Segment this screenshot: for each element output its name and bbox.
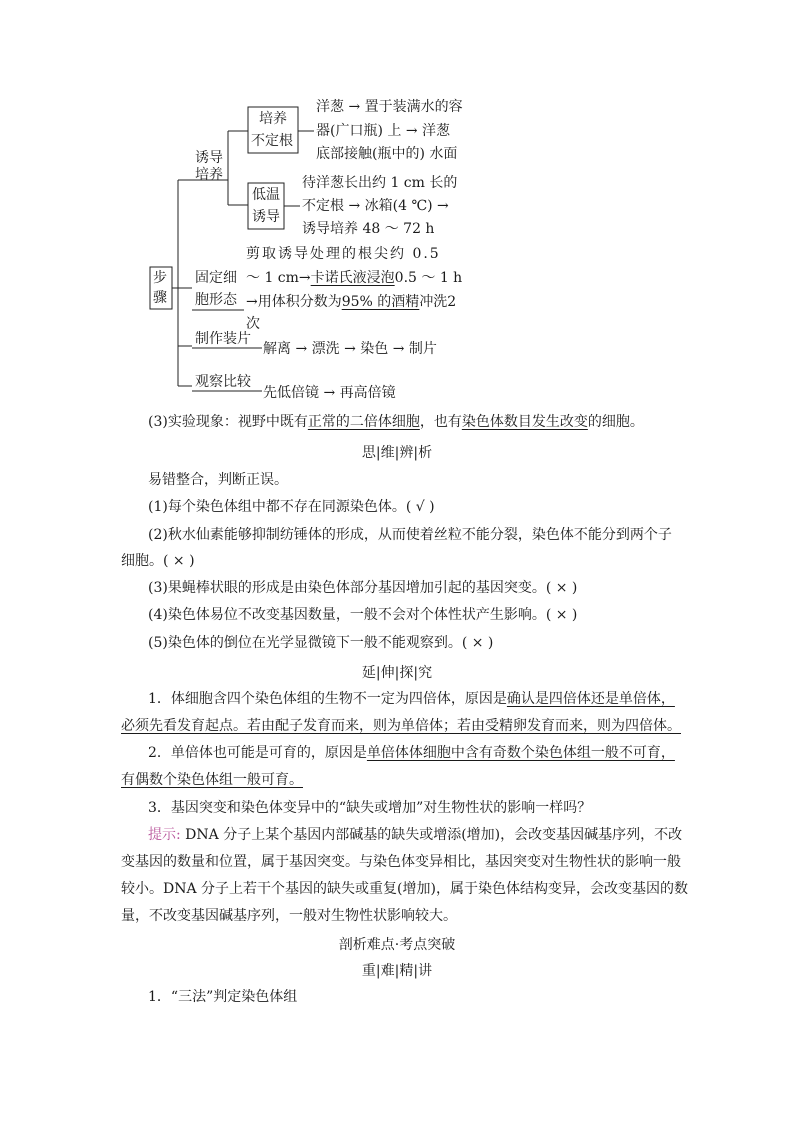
branch-fix-label-1: 固定细: [195, 270, 237, 286]
question-3: 3．基因突变和染色体变异中的“缺失或增加”对生物性状的影响一样吗？: [148, 800, 592, 816]
branch-fix-text-1: 剪取诱导处理的根尖约 0.5: [246, 246, 441, 262]
hint-line-1: [148, 826, 682, 844]
judge-item-4: (4)染色体易位不改变基因数量，一般不会对个体性状产生影响。( × ): [148, 607, 578, 623]
sub-root-text-3: 底部接触(瓶中的) 水面: [316, 146, 458, 162]
phen-e: 的细胞。: [587, 414, 644, 430]
section-title-thinking: 思|维|辨|析: [361, 445, 433, 461]
q2-a: 2．单倍体也可能是可育的，原因是: [148, 745, 367, 761]
hint-line-3: 较小。DNA 分子上若干个基因的缺失或重复(增加)，属于染色体结构变异，会改变基因的数: [121, 881, 688, 897]
sub-root-label-2: 不定根: [251, 133, 293, 149]
judge-intro: 易错整合，判断正误。: [148, 472, 288, 488]
sub-cold-text-3: 诱导培养 48 ～ 72 h: [302, 221, 435, 237]
branch-fix-label-2: 胞形态: [195, 292, 237, 308]
q2-b: 单倍体体细胞中含有奇数个染色体组一般不可育，: [366, 745, 675, 761]
phen-b: 正常的二倍体细胞: [307, 414, 420, 430]
branch-fix-text-3: [246, 294, 456, 310]
sub-cold-text-2: 不定根 → 冰箱(4 ℃) →: [302, 198, 449, 214]
hint-text-1: DNA 分子上某个基因内部碱基的缺失或增添(增加)，会改变基因碱基序列，不改: [180, 827, 683, 843]
branch-induce-label-2: 培养: [195, 167, 223, 183]
branch-slide-text: 解离 → 漂洗 → 染色 → 制片: [263, 341, 437, 357]
phen-c: ，也有: [419, 414, 462, 430]
question-2-line-2: 有偶数个染色体组一般可育。: [121, 772, 303, 788]
section-title-key: 重|难|精|讲: [361, 963, 433, 979]
sub-cold-label-1: 低温: [252, 187, 280, 203]
phenomenon-line: [148, 413, 644, 431]
sub-root-label-1: 培养: [259, 111, 287, 127]
q1-a: 1．体细胞含四个染色体组的生物不一定为四倍体，原因是: [148, 691, 507, 707]
root-label-1: 步: [153, 270, 167, 286]
root-label-2: 骤: [153, 290, 167, 306]
fix-text-3c: 冲洗2: [419, 294, 457, 310]
phen-d: 染色体数目发生改变: [461, 414, 588, 430]
sub-root-text-2: 器(广口瓶) 上 → 洋葱: [316, 123, 451, 139]
branch-fix-text-2: [246, 270, 462, 286]
fix-text-3a: →用体积分数为: [246, 294, 342, 310]
section-title-extend: 延|伸|探|究: [361, 665, 433, 681]
judge-item-5: (5)染色体的倒位在光学显微镜下一般不能观察到。( × ): [148, 635, 494, 651]
fix-text-2a: ～ 1 cm→: [246, 270, 311, 286]
fix-text-2b: 卡诺氏液浸泡: [310, 270, 395, 286]
q1-b: 确认是四倍体还是单倍体，: [506, 691, 675, 707]
question-1-line-1: [148, 690, 675, 708]
sub-cold-label-2: 诱导: [252, 209, 280, 225]
branch-induce-label-1: 诱导: [195, 150, 223, 166]
sub-cold-text-1: 待洋葱长出约 1 cm 长的: [302, 175, 458, 191]
hint-label: 提示:: [148, 827, 181, 843]
judge-item-2-cont: 细胞。( × ): [121, 553, 195, 569]
fix-text-3b: 95% 的酒精: [341, 294, 420, 310]
phen-a: (3)实验现象：视野中既有: [148, 414, 308, 430]
fix-text-2c: 0.5 ～ 1 h: [394, 270, 463, 286]
judge-item-2: (2)秋水仙素能够抑制纺锤体的形成，从而使着丝粒不能分裂，染色体不能分到两个子: [148, 527, 672, 543]
branch-observe-text: 先低倍镜 → 再高倍镜: [263, 385, 396, 401]
question-2-line-1: [148, 744, 675, 762]
section-title-analysis: 剖析难点·考点突破: [338, 937, 456, 953]
judge-item-3: (3)果蝇棒状眼的形成是由染色体部分基因增加引起的基因突变。( × ): [148, 580, 578, 596]
branch-observe-label: 观察比较: [195, 374, 251, 390]
question-1-line-2: 必须先看发育起点。若由配子发育而来，则为单倍体；若由受精卵发育而来，则为四倍体。: [121, 718, 681, 734]
hint-line-4: 量，不改变基因碱基序列，一般对生物性状影响较大。: [121, 908, 457, 924]
branch-slide-label: 制作装片: [195, 331, 251, 347]
sub-root-text-1: 洋葱 → 置于装满水的容: [316, 99, 463, 115]
judge-item-1: (1)每个染色体组中都不存在同源染色体。( √ ): [148, 499, 435, 515]
branch-fix-text-4: 次: [246, 316, 260, 332]
method-heading: 1．“三法”判定染色体组: [148, 989, 298, 1005]
hint-line-2: 变基因的数量和位置，属于基因突变。与染色体变异相比，基因突变对生物性状的影响一般: [121, 854, 681, 870]
